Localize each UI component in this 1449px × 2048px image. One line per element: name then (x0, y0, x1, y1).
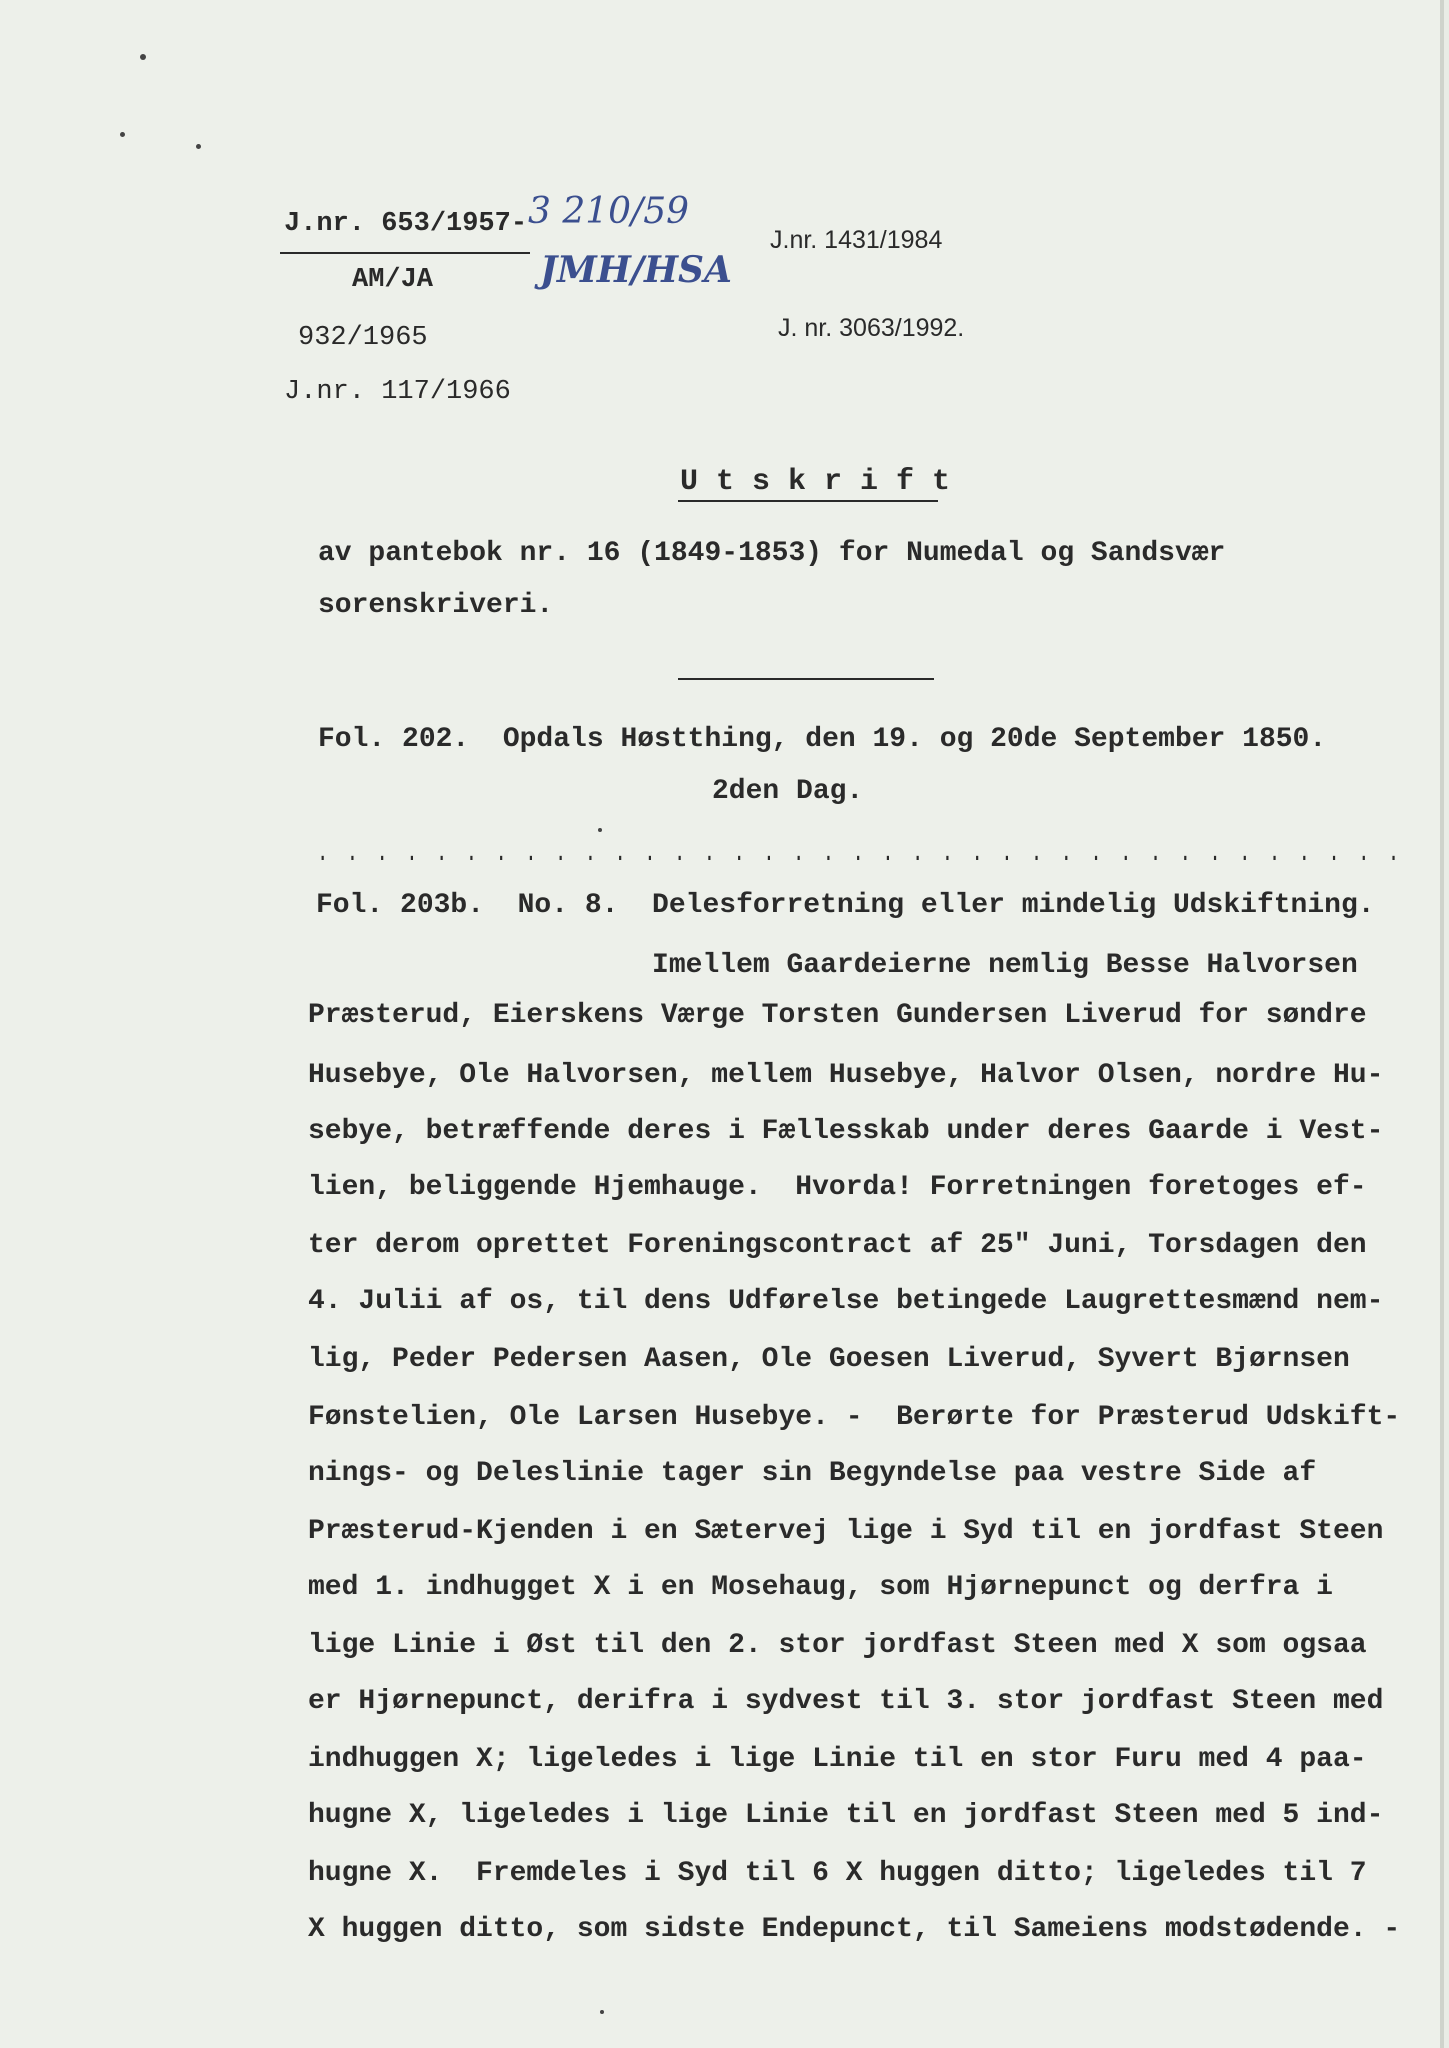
body-line: indhuggen X; ligeledes i lige Linie til en stor Furu med 4 paa- (308, 1744, 1367, 1775)
journal-number-right-2: J. nr. 3063/1992. (778, 314, 965, 342)
body-line: Præsterud, Eierskens Værge Torsten Gundersen Liverud for søndre (308, 1000, 1367, 1031)
body-line: X huggen ditto, som sidste Endepunct, til Sameiens modstødende. - (308, 1914, 1401, 1945)
body-line: ter derom oprettet Foreningscontract af 25" Juni, Torsdagen den (308, 1230, 1367, 1261)
subtitle-line-1: av pantebok nr. 16 (1849-1853) for Numedal og Sandsvær (318, 538, 1226, 569)
document-title: U t s k r i f t (680, 465, 951, 499)
body-line: Fol. 203b. No. 8. Delesforretning eller mindelig Udskiftning. (316, 890, 1375, 921)
dotted-separator: . . . . . . . . . . . . . . . . . . . . . . . . . . . . . . . . . . . . . (318, 838, 1404, 869)
body-line: lig, Peder Pedersen Aasen, Ole Goesen Liverud, Syvert Bjørnsen (308, 1344, 1350, 1375)
margin-mark (196, 144, 201, 149)
margin-mark (120, 132, 125, 137)
body-line: Fønstelien, Ole Larsen Husebye. - Berørte for Præsterud Udskift- (308, 1402, 1401, 1433)
body-line: med 1. indhugget X i en Mosehaug, som Hjørnepunct og derfra i (308, 1572, 1333, 1603)
header-underline (280, 252, 530, 254)
journal-number-right-1: J.nr. 1431/1984 (770, 226, 943, 254)
initials-typed: AM/JA (352, 265, 434, 295)
body-line: Imellem Gaardeierne nemlig Besse Halvorsen (316, 950, 1358, 981)
session-line-2: 2den Dag. (712, 776, 864, 807)
journal-number-3: J.nr. 117/1966 (284, 377, 511, 407)
body-line: hugne X. Fremdeles i Syd til 6 X huggen ditto; ligeledes til 7 (308, 1858, 1367, 1889)
body-line: er Hjørnepunct, derifra i sydvest til 3. stor jordfast Steen med (308, 1686, 1384, 1717)
handwritten-initials: JMH/HSA (540, 249, 732, 291)
journal-number-1: J.nr. 653/1957- (284, 209, 528, 239)
body-line: Husebye, Ole Halvorsen, mellem Husebye, Halvor Olsen, nordre Hu- (308, 1060, 1384, 1091)
body-line: sebye, betræffende deres i Fællesskab under deres Gaarde i Vest- (308, 1116, 1384, 1147)
handwritten-number: 3 210/59 (528, 191, 689, 232)
body-line: 4. Julii af os, til dens Udførelse betingede Laugrettesmænd nem- (308, 1286, 1384, 1317)
margin-mark (140, 54, 146, 60)
body-line: Præsterud-Kjenden i en Sætervej lige i Syd til en jordfast Steen (308, 1516, 1384, 1547)
title-underline (678, 500, 938, 502)
session-line-1: Fol. 202. Opdals Høstthing, den 19. og 20de September 1850. (318, 724, 1327, 755)
body-line: nings- og Deleslinie tager sin Begyndelse paa vestre Side af (308, 1458, 1317, 1489)
journal-number-2: 932/1965 (298, 323, 428, 353)
body-line: hugne X, ligeledes i lige Linie til en jordfast Steen med 5 ind- (308, 1800, 1384, 1831)
body-line: lien, beliggende Hjemhauge. Hvorda! Forretningen foretoges ef- (308, 1172, 1367, 1203)
subtitle-line-2: sorenskriveri. (318, 590, 554, 621)
body-line: lige Linie i Øst til den 2. stor jordfast Steen med X som ogsaa (308, 1630, 1367, 1661)
margin-mark (598, 828, 602, 832)
section-separator (678, 678, 934, 680)
margin-mark (600, 2010, 604, 2014)
